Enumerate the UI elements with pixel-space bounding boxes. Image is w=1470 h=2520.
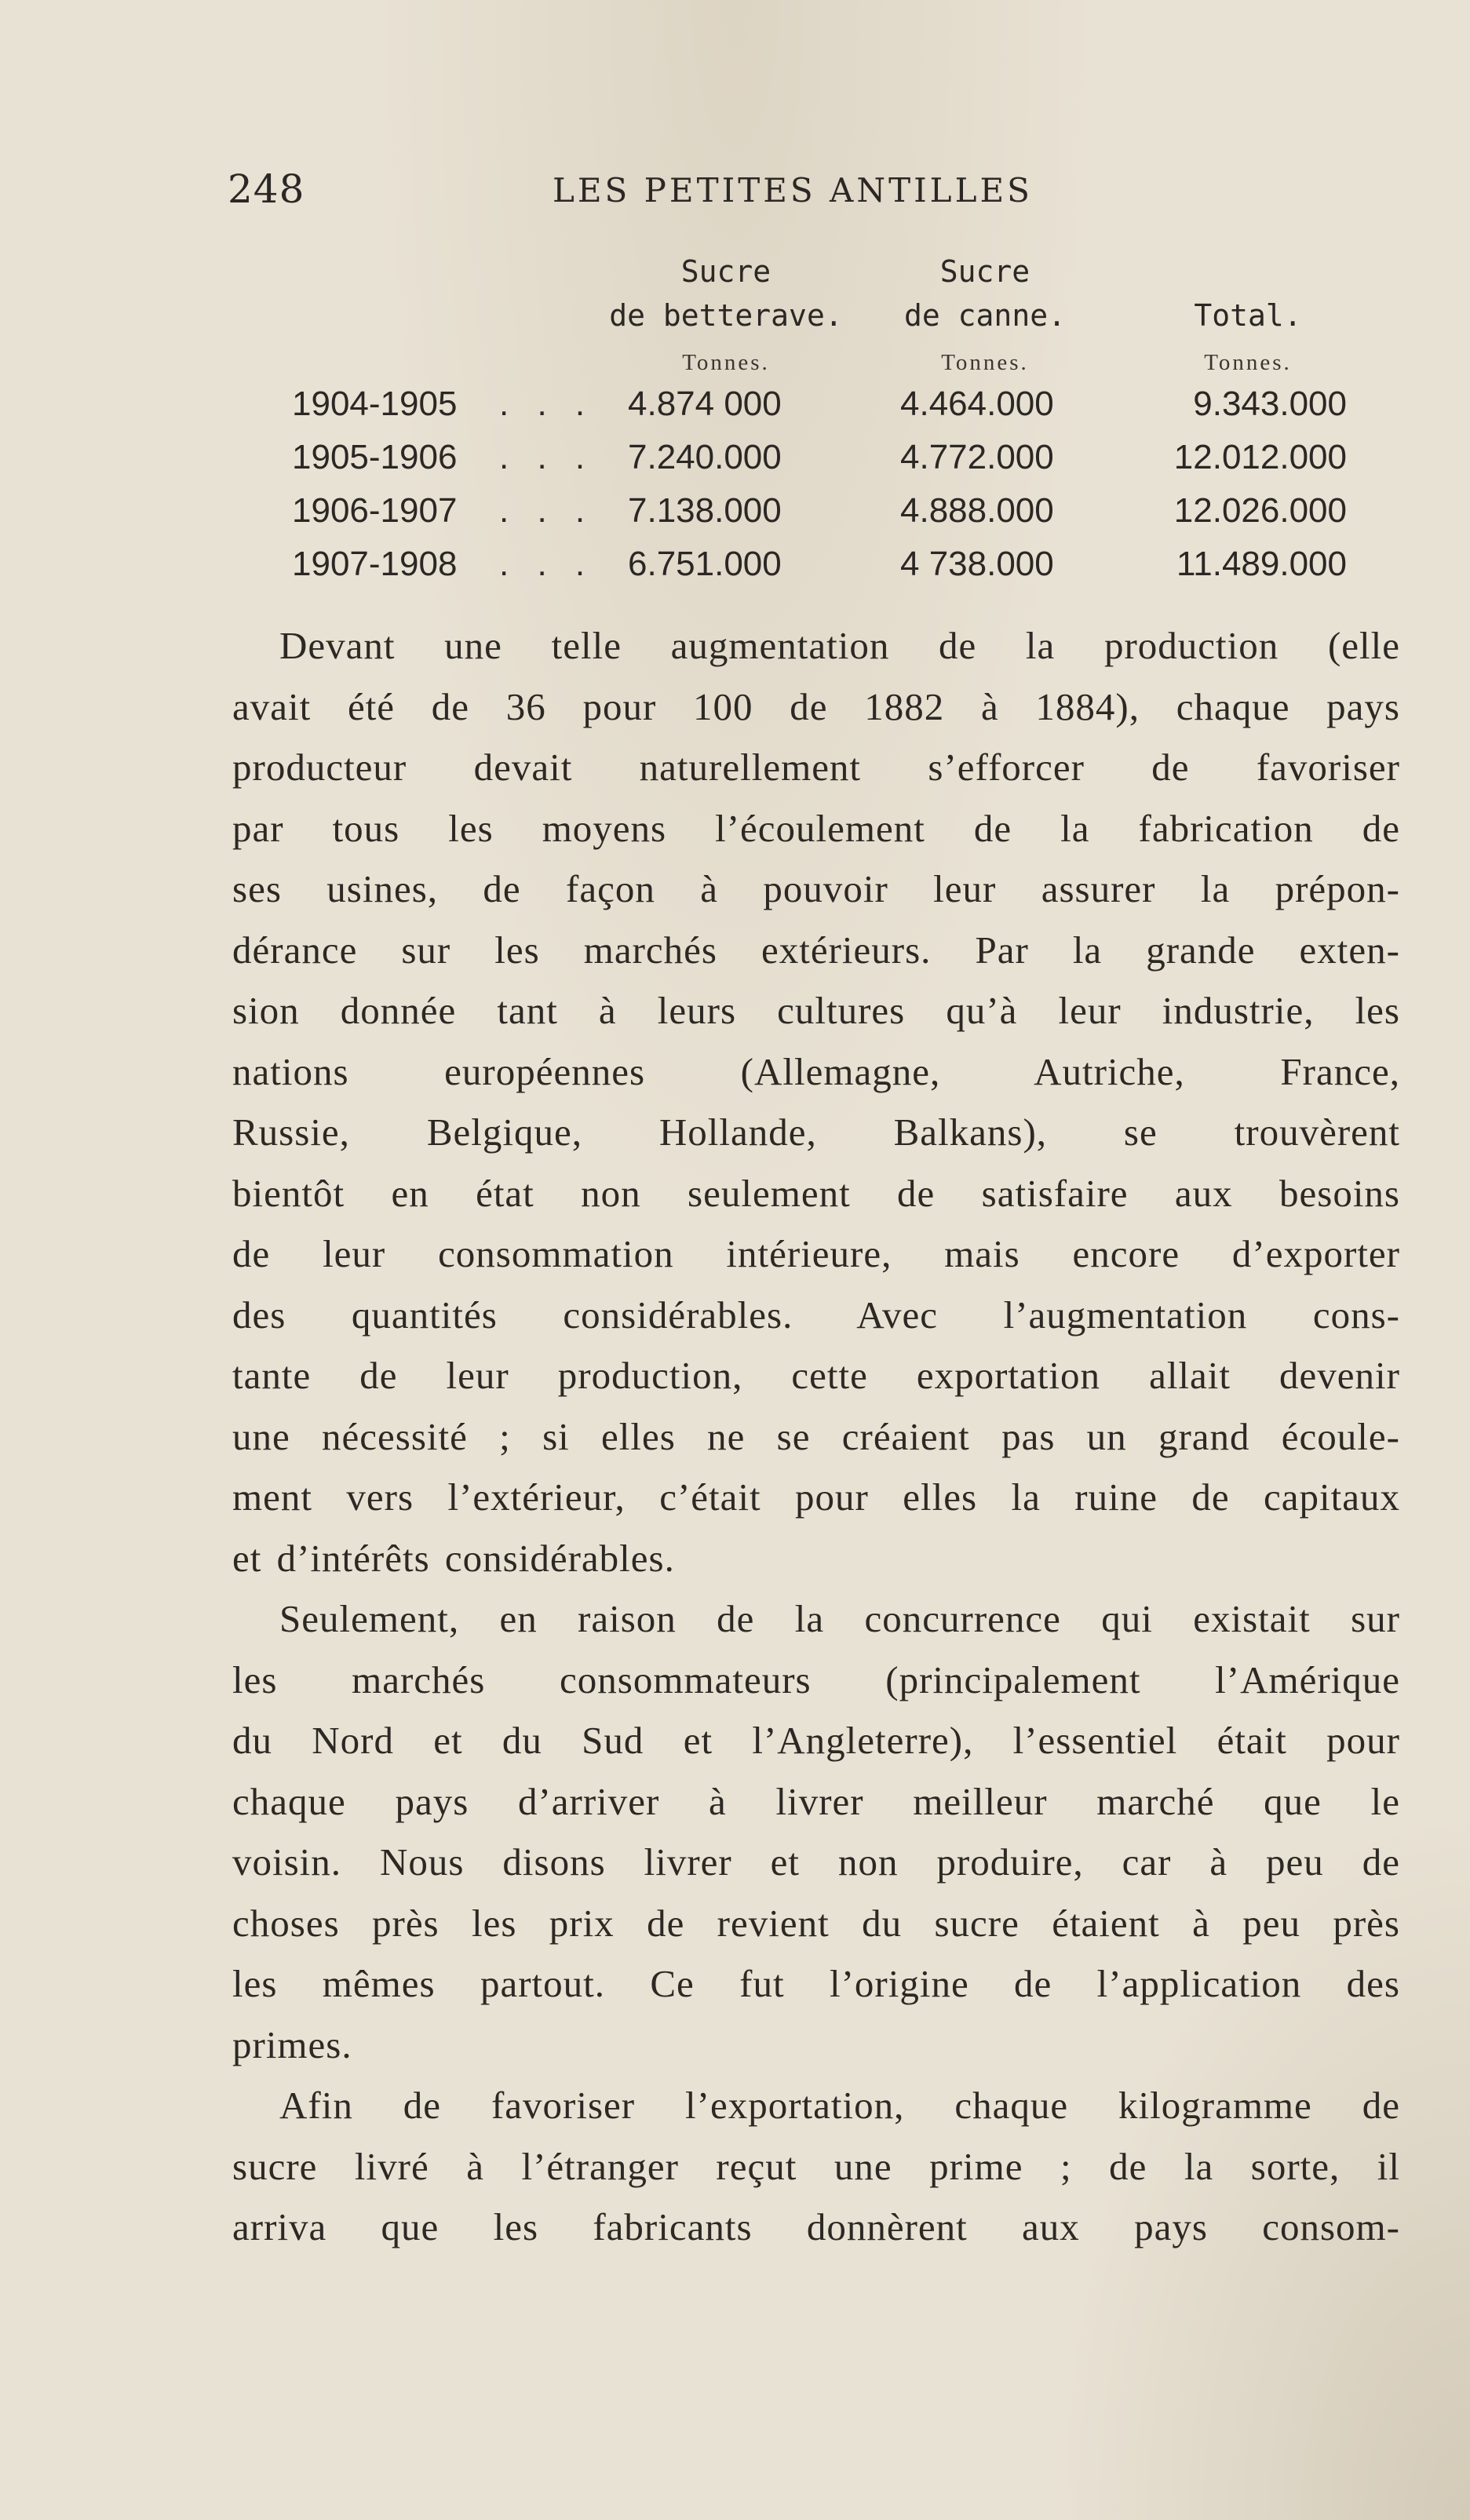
text-line: tante de leur production, cette exportation allait devenir (232, 1354, 1400, 1397)
row-total-value: 11.489.000 (1176, 545, 1347, 583)
page-header (228, 166, 1248, 221)
row-year: 1904-1905 (292, 385, 458, 423)
row-total-value: 12.026.000 (1173, 491, 1347, 530)
column-header-line1: Sucre (680, 254, 771, 289)
text-line: producteur devait naturellement s’efforcer de favoriser (232, 746, 1400, 789)
text-line: bientôt en état non seulement de satisfaire aux besoins (232, 1171, 1400, 1215)
text-line: des quantités considérables. Avec l’augmentation cons- (232, 1293, 1400, 1337)
column-header-line1: Sucre (939, 254, 1030, 289)
column-header-beet (596, 250, 855, 337)
row-beet-value: 7.240.000 (628, 438, 782, 476)
unit-label-total: Tonnes. (1204, 350, 1292, 375)
text-line: du Nord et du Sud et l’Angleterre), l’essentiel était pour (232, 1719, 1400, 1762)
row-cane-value: 4.464.000 (900, 385, 1054, 423)
text-line: Devant une telle augmentation de la production (elle (279, 624, 1400, 667)
row-year: 1907-1908 (292, 545, 458, 583)
paragraph (232, 2075, 1400, 2258)
text-line: une nécessité ; si elles ne se créaient pas un grand écoule- (232, 1414, 1400, 1458)
text-line: les marchés consommateurs (principalement l’Amérique (232, 1658, 1400, 1701)
column-header-total (1154, 294, 1342, 337)
text-line: dérance sur les marchés extérieurs. Par la grande exten- (232, 928, 1400, 972)
text-line: ses usines, de façon à pouvoir leur assurer la prépon- (232, 867, 1400, 910)
column-header-line2: Total. (1194, 298, 1302, 333)
text-line: chaque pays d’arriver à livrer meilleur marché que le (232, 1779, 1400, 1823)
text-line: Seulement, en raison de la concurrence qui existait sur (279, 1597, 1400, 1640)
row-leader-dots: . . . (499, 545, 595, 583)
row-leader-dots: . . . (499, 385, 595, 423)
table-row (228, 438, 1358, 488)
text-line: nations européennes (Allemagne, Autriche, France, (232, 1049, 1400, 1093)
row-year: 1906-1907 (292, 491, 458, 530)
text-line: choses près les prix de revient du sucre étaient à peu près (232, 1901, 1400, 1945)
row-total-value: 9.343.000 (1193, 385, 1347, 423)
paragraph (232, 615, 1400, 1588)
row-cane-value: 4.888.000 (900, 491, 1054, 530)
text-line: voisin. Nous disons livrer et non produire, car à peu de (232, 1840, 1400, 1884)
text-line: arriva que les fabricants donnèrent aux pays consom- (232, 2205, 1400, 2248)
text-line: Afin de favoriser l’exportation, chaque kilogramme de (279, 2084, 1400, 2127)
text-line: Russie, Belgique, Hollande, Balkans), se trouvèrent (232, 1110, 1400, 1154)
row-total-value: 12.012.000 (1173, 438, 1347, 476)
row-beet-value: 6.751.000 (628, 545, 782, 583)
column-header-line2: de canne. (904, 298, 1066, 333)
row-cane-value: 4 738.000 (900, 545, 1054, 583)
text-line: primes. (232, 2022, 352, 2066)
running-head: LES PETITES ANTILLES (553, 171, 1033, 210)
text-line: les mêmes partout. Ce fut l’origine de l’application des (232, 1962, 1400, 2005)
column-header-cane (871, 250, 1099, 337)
row-leader-dots: . . . (499, 438, 595, 476)
table-row (228, 491, 1358, 542)
text-line: par tous les moyens l’écoulement de la fabrication de (232, 806, 1400, 850)
paragraph (232, 1588, 1400, 2075)
page-number: 248 (228, 166, 305, 212)
body-text (232, 615, 1400, 2258)
row-year: 1905-1906 (292, 438, 458, 476)
text-line: et d’intérêts considérables. (232, 1536, 675, 1580)
text-line: ment vers l’extérieur, c’était pour elles la ruine de capitaux (232, 1475, 1400, 1519)
table-row (228, 385, 1358, 435)
row-beet-value: 4.874 000 (628, 385, 782, 423)
row-beet-value: 7.138.000 (628, 491, 782, 530)
text-line: avait été de 36 pour 100 de 1882 à 1884), chaque pays (232, 684, 1400, 728)
text-line: sucre livré à l’étranger reçut une prime ; de la sorte, il (232, 2144, 1400, 2188)
column-header-line2: de betterave. (609, 298, 843, 333)
unit-label-beet: Tonnes. (682, 350, 770, 375)
text-line: de leur consommation intérieure, mais encore d’exporter (232, 1232, 1400, 1275)
unit-label-cane: Tonnes. (941, 350, 1029, 375)
text-line: sion donnée tant à leurs cultures qu’à leur industrie, les (232, 989, 1400, 1032)
table-row (228, 545, 1358, 595)
row-leader-dots: . . . (499, 491, 595, 530)
row-cane-value: 4.772.000 (900, 438, 1054, 476)
